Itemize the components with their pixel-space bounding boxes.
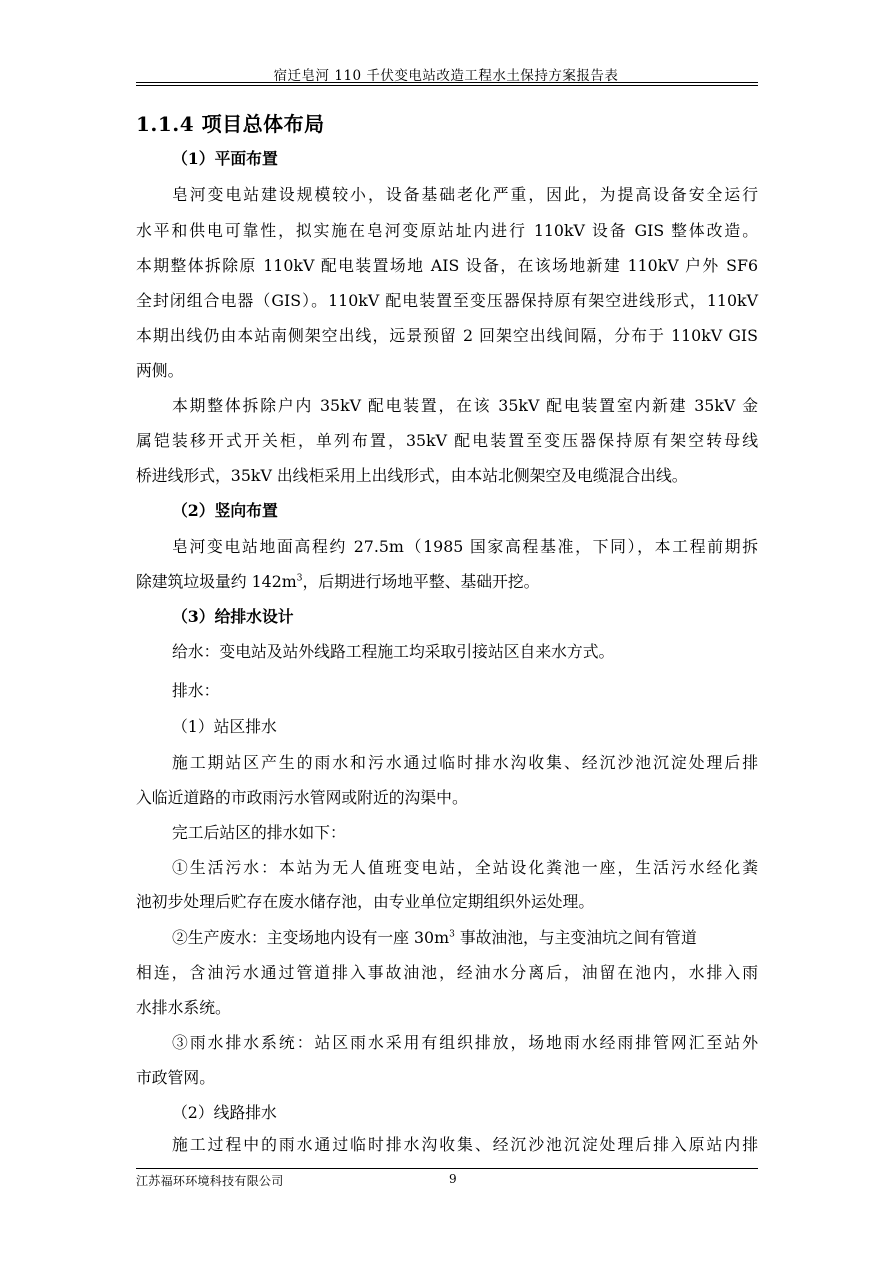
paragraph-line: 水平和供电可靠性，拟实施在皂河变原站址内进行 110kV 设备 GIS 整体改造。 [136,221,758,240]
paragraph-line: 桥进线形式，35kV 出线柜采用上出线形式，由本站北侧架空及电缆混合出线。 [136,466,688,485]
paragraph-line: 施工期站区产生的雨水和污水通过临时排水沟收集、经沉沙池沉淀处理后排 [172,753,758,772]
paragraph-line: 入临近道路的市政雨污水管网或附近的沟渠中。 [136,788,468,807]
paragraph-line: 相连，含油污水通过管道排入事故油池，经油水分离后，油留在池内，水排入雨 [136,963,758,982]
subheading-plan-layout: （1）平面布置 [172,149,278,168]
paragraph-line: 属铠装移开式开关柜，单列布置，35kV 配电装置至变压器保持原有架空转母线 [136,431,758,450]
paragraph-line: 给水：变电站及站外线路工程施工均采取引接站区自来水方式。 [172,642,615,661]
paragraph-line: 本期整体拆除户内 35kV 配电装置，在该 35kV 配电装置室内新建 35kV 金 [172,396,758,415]
paragraph-line: ③雨水排水系统：站区雨水采用有组织排放，场地雨水经雨排管网汇至站外 [172,1033,758,1052]
superscript: 3 [296,573,303,584]
text-run: 除建筑垃圾量约 142m [136,572,297,591]
subheading-vertical-layout: （2）竖向布置 [172,501,278,520]
paragraph-line: 皂河变电站建设规模较小，设备基础老化严重，因此，为提高设备安全运行 [172,185,758,204]
paragraph-line: 完工后站区的排水如下： [172,823,346,842]
text-run: 事故油池，与主变油坑之间有管道 [454,928,697,947]
footer-rule [136,1168,758,1169]
paragraph-line: 全封闭组合电器（GIS）。110kV 配电装置至变压器保持原有架空进线形式，110kV [136,291,758,310]
paragraph-line: 排水： [172,681,220,700]
header-rule-thin [136,85,758,86]
footer-company: 江苏福环环境科技有限公司 [136,1174,284,1188]
header-rule [136,82,758,83]
text-run: ，后期进行场地平整、基础开挖。 [302,572,540,591]
paragraph-line: 本期出线仍由本站南侧架空出线，远景预留 2 回架空出线间隔，分布于 110kV GIS [136,326,758,345]
superscript: 3 [449,929,455,940]
paragraph-line: 本期整体拆除原 110kV 配电装置场地 AIS 设备，在该场地新建 110kV 户外 SF6 [136,256,758,275]
subheading-drainage-design: （3）给排水设计 [172,607,294,626]
paragraph-line: 池初步处理后贮存在废水储存池，由专业单位定期组织外运处理。 [136,892,595,911]
text-run: ②生产废水：主变场地内设有一座 30m [172,928,450,947]
paragraph-line: （1）站区排水 [172,717,277,736]
paragraph-line: 施工过程中的雨水通过临时排水沟收集、经沉沙池沉淀处理后排入原站内排 [172,1135,758,1154]
paragraph-line: 水排水系统。 [136,998,231,1017]
paragraph-line: 两侧。 [136,361,184,380]
header-title: 宿迁皂河 110 千伏变电站改造工程水土保持方案报告表 [273,68,619,84]
section-heading: 1.1.4 项目总体布局 [136,112,325,136]
paragraph-line: （2）线路排水 [172,1103,277,1122]
page-number: 9 [449,1172,457,1186]
paragraph-line: 皂河变电站地面高程约 27.5m（1985 国家高程基准，下同），本工程前期拆 [172,537,758,556]
paragraph-line: 市政管网。 [136,1068,215,1087]
paragraph-line: ①生活污水：本站为无人值班变电站，全站设化粪池一座，生活污水经化粪 [172,858,758,877]
paragraph-line [172,927,697,949]
paragraph-line [136,571,539,593]
